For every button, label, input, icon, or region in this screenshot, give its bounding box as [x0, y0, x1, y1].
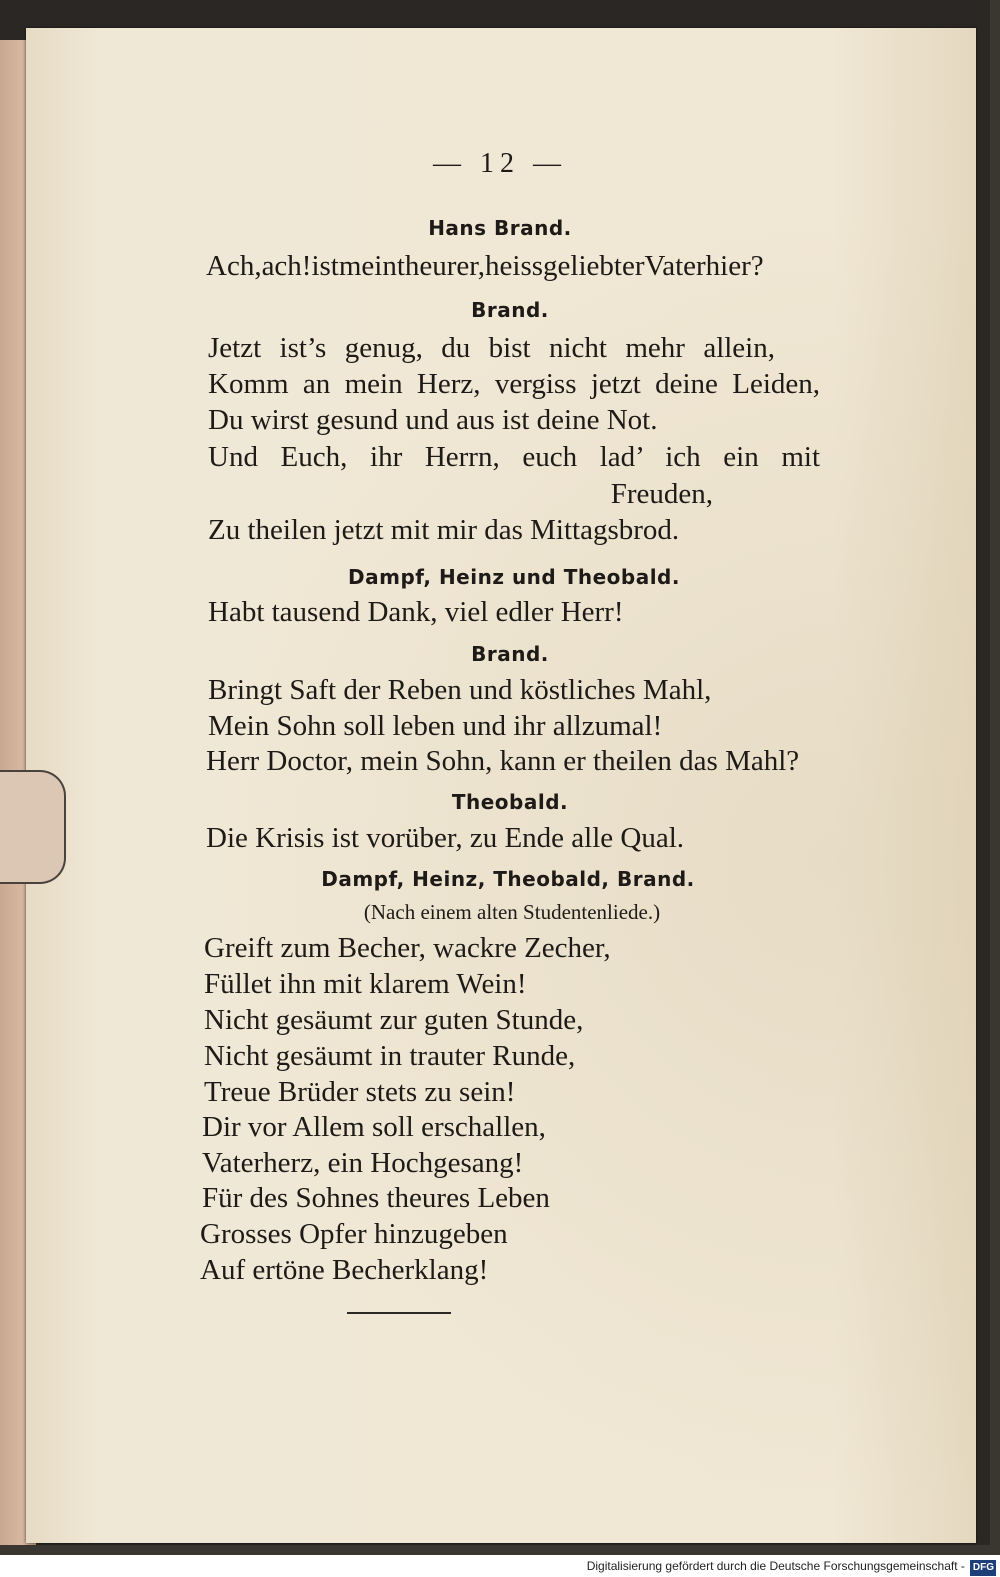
- verse-line: Greift zum Becher, wackre Zecher,: [204, 932, 611, 964]
- verse-line: Jetzt ist’s genug, du bist nicht mehr allein,: [208, 332, 775, 364]
- verse-line: Herr Doctor, mein Sohn, kann er theilen das Mahl?: [206, 745, 800, 777]
- verse-line: Auf ertöne Becherklang!: [200, 1254, 489, 1286]
- verse-line: Die Krisis ist vorüber, zu Ende alle Qual.: [206, 822, 685, 854]
- footer-credit: Digitalisierung gefördert durch die Deutsche Forschungsgemeinschaft -: [586, 1559, 965, 1573]
- verse-line: Für des Sohnes theures Leben: [202, 1182, 550, 1214]
- stage-direction: (Nach einem alten Studentenliede.): [363, 900, 661, 924]
- verse-line: Nicht gesäumt zur guten Stunde,: [204, 1004, 584, 1036]
- verse-line: Du wirst gesund und aus ist deine Not.: [208, 404, 658, 436]
- end-rule: [347, 1312, 451, 1314]
- verse-line: Und Euch, ihr Herrn, euch lad’ ich ein mit: [208, 441, 820, 473]
- verse-line: Füllet ihn mit klarem Wein!: [204, 968, 527, 1000]
- verse-line: Treue Brüder stets zu sein!: [204, 1076, 516, 1108]
- speaker-names: Dampf, Heinz und Theobald.: [348, 565, 680, 589]
- speaker-dampf-heinz-theobald: [14, 565, 1000, 589]
- speaker-brand: Brand.: [471, 298, 549, 322]
- verse-line: Vaterherz, ein Hochgesang!: [202, 1147, 524, 1179]
- speaker-hans-brand: Hans Brand.: [428, 216, 572, 240]
- verse-line: Ach,ach!istmeintheurer,heissgeliebterVaterhier?: [206, 250, 764, 282]
- speaker-theobald: Theobald.: [451, 790, 569, 814]
- verse-line: Bringt Saft der Reben und köstliches Mahl,: [208, 674, 712, 706]
- verse-line: Zu theilen jetzt mit mir das Mittagsbrod.: [208, 514, 680, 546]
- speaker-brand: Brand.: [471, 642, 549, 666]
- verse-line: Nicht gesäumt in trauter Runde,: [204, 1040, 576, 1072]
- digitization-footer: [0, 1555, 1000, 1577]
- verse-line: Mein Sohn soll leben und ihr allzumal!: [208, 710, 663, 742]
- dfg-logo: DFG: [970, 1560, 996, 1576]
- verse-line: Grosses Opfer hinzugeben: [200, 1218, 508, 1250]
- page-number: — 12 —: [433, 148, 567, 179]
- verse-line: Dir vor Allem soll erschallen,: [202, 1111, 546, 1143]
- speaker-all: Dampf, Heinz, Theobald, Brand.: [321, 867, 695, 891]
- verse-line: Komm an mein Herz, vergiss jetzt deine Leiden,: [208, 368, 820, 400]
- verse-line: Freuden,: [610, 478, 713, 510]
- verse-line: Habt tausend Dank, viel edler Herr!: [208, 596, 624, 628]
